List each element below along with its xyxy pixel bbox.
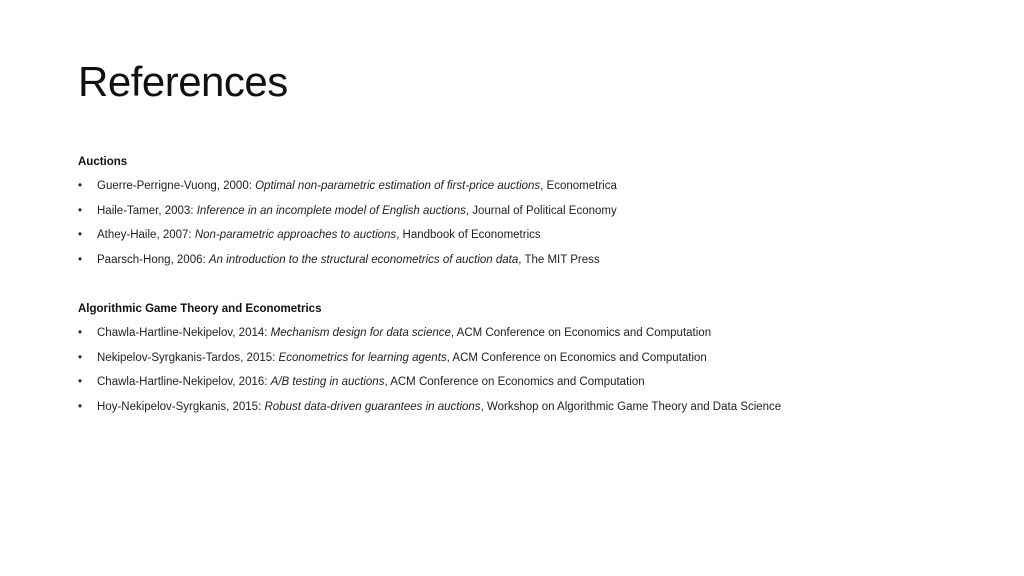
section-heading: Algorithmic Game Theory and Econometrics — [78, 303, 322, 315]
ref-authors: Chawla-Hartline-Nekipelov, 2014: — [97, 327, 271, 339]
ref-title: Optimal non-parametric estimation of first-price auctions — [255, 180, 541, 192]
bullet: • — [78, 327, 83, 339]
ref-authors: Haile-Tamer, 2003: — [97, 204, 197, 217]
reference-item — [78, 253, 617, 278]
ref-authors: Paarsch-Hong, 2006: — [97, 253, 209, 266]
ref-authors: Athey-Haile, 2007: — [97, 229, 195, 242]
bullet: • — [78, 253, 83, 266]
ref-venue: , ACM Conference on Economics and Computation — [446, 351, 707, 364]
ref-venue: , Workshop on Algorithmic Game Theory and Data Science — [480, 400, 782, 413]
ref-title: Mechanism design for data science — [270, 327, 451, 339]
ref-title: Econometrics for learning agents — [278, 351, 447, 364]
reference-item — [78, 326, 781, 351]
bullet: • — [78, 400, 83, 413]
ref-title: A/B testing in auctions — [270, 376, 385, 389]
reference-item — [78, 228, 617, 253]
ref-venue: , Handbook of Econometrics — [396, 229, 541, 242]
ref-venue: , ACM Conference on Economics and Computation — [384, 376, 645, 389]
bullet: • — [78, 229, 83, 242]
bullet: • — [78, 376, 83, 389]
reference-item — [78, 204, 617, 229]
reference-item — [78, 351, 781, 376]
ref-title: An introduction to the structural econometrics of auction data — [208, 253, 519, 266]
ref-authors: Hoy-Nekipelov-Syrgkanis, 2015: — [97, 400, 265, 413]
ref-venue: , Econometrica — [540, 180, 617, 192]
slide-title: References — [78, 58, 288, 105]
reference-list — [78, 179, 617, 277]
reference-item — [78, 375, 781, 400]
ref-title: Robust data-driven guarantees in auctions — [264, 400, 481, 413]
bullet: • — [78, 180, 83, 192]
reference-item — [78, 179, 617, 204]
ref-authors: Guerre-Perrigne-Vuong, 2000: — [97, 180, 256, 192]
ref-venue: , The MIT Press — [518, 253, 600, 266]
ref-authors: Nekipelov-Syrgkanis-Tardos, 2015: — [97, 351, 279, 364]
ref-title: Non-parametric approaches to auctions — [194, 229, 397, 242]
reference-list — [78, 326, 781, 424]
ref-title: Inference in an incomplete model of English auctions — [196, 204, 466, 217]
bullet: • — [78, 351, 83, 364]
bullet: • — [78, 204, 83, 217]
section-auctions — [78, 156, 617, 277]
section-heading: Auctions — [78, 156, 128, 168]
ref-venue: , Journal of Political Economy — [465, 204, 617, 217]
ref-authors: Chawla-Hartline-Nekipelov, 2016: — [97, 376, 271, 389]
reference-item — [78, 400, 781, 425]
section-agt-econometrics — [78, 303, 781, 424]
ref-venue: , ACM Conference on Economics and Computation — [450, 327, 712, 339]
